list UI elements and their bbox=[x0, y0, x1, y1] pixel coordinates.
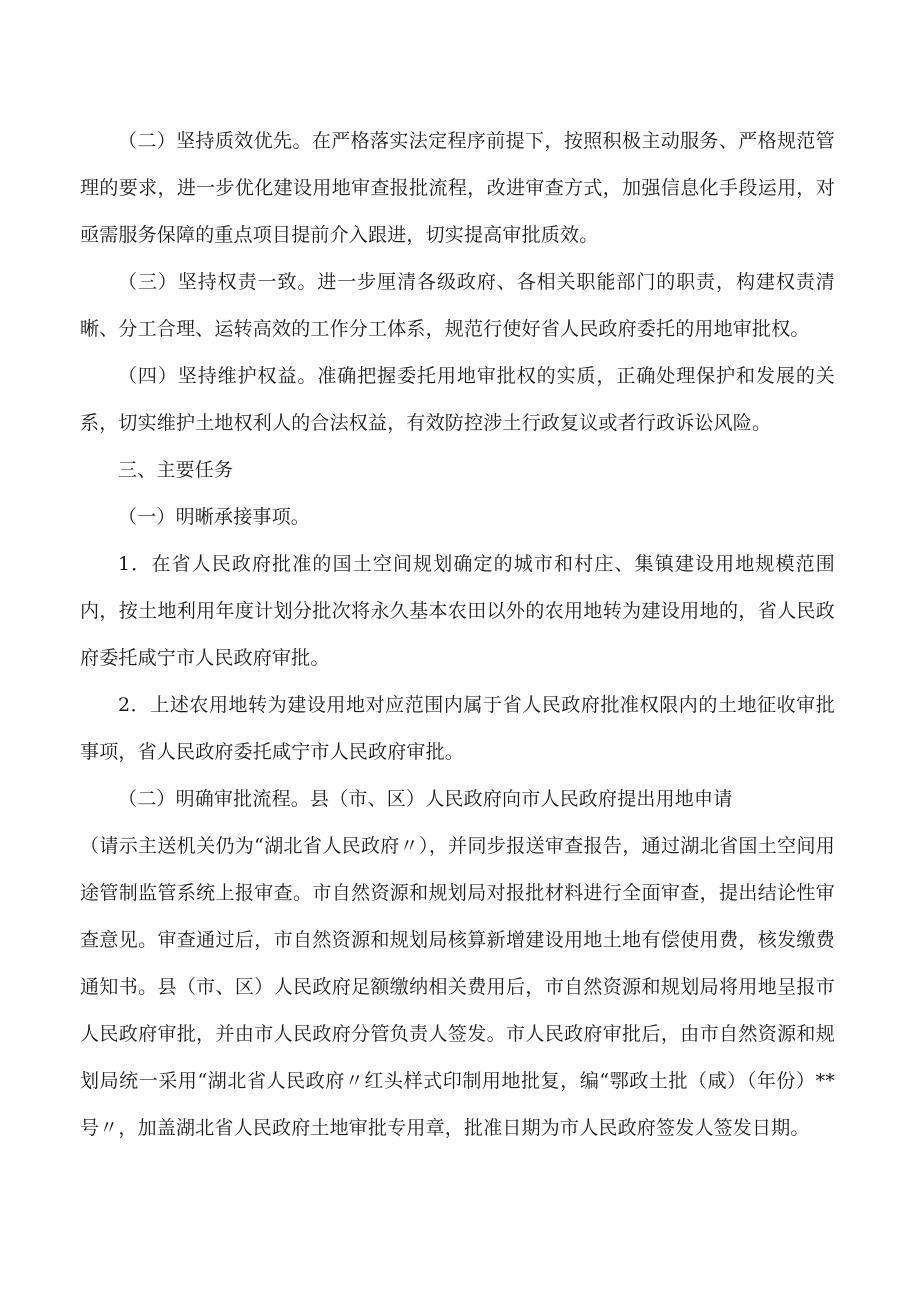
section-heading-main-tasks: 三、主要任务 bbox=[118, 459, 234, 481]
paragraph-protect-rights: （四）坚持维护权益。准确把握委托用地审批权的实质，正确处理保护和发展的关系，切实维护土地权利人的合法权益，有效防控涉土行政复议或者行政诉讼风险。 bbox=[80, 365, 835, 434]
paragraph-rights-responsibilities: （三）坚持权责一致。进一步厘清各级政府、各相关职能部门的职责，构建权责清晰、分工合理、运转高效的工作分工体系，规范行使好省人民政府委托的用地审批权。 bbox=[80, 271, 835, 340]
paragraph-quality-priority: （二）坚持质效优先。在严格落实法定程序前提下，按照积极主动服务、严格规范管理的要求，进一步优化建设用地审查报批流程，改进审查方式，加强信息化手段运用，对亟需服务保障的重点项目提前介入跟进，切实提高审批质效。 bbox=[80, 130, 835, 246]
subheading-clarify-matters: （一）明晰承接事项。 bbox=[118, 506, 311, 528]
paragraph-approval-process-body: （请示主送机关仍为“湖北省人民政府〃），并同步报送审查报告，通过湖北省国土空间用途管制监管系统上报审查。市自然资源和规划局对报批材料进行全面审查，提出结论性审查意见。审查通过后，市自然资源和规划局核算新增建设用地土地有偿使用费，核发缴费通知书。县（市、区）人民政府足额缴纳相关费用后，市自然资源和规划局将用地呈报市人民政府审批，并由市人民政府分管负责人签发。市人民政府审批后，由市自然资源和规划局统一采用“湖北省人民政府〃红头样式印制用地批复，编“鄂政土批（咸）（年份）**号〃，加盖湖北省人民政府土地审批专用章，批准日期为市人民政府签发人签发日期。 bbox=[80, 835, 835, 1139]
paragraph-approval-process-lead: （二）明确审批流程。县（市、区）人民政府向市人民政府提出用地申请 bbox=[118, 788, 733, 810]
list-item-1: 1．在省人民政府批准的国土空间规划确定的城市和村庄、集镇建设用地规模范围内，按土地利用年度计划分批次将永久基本农田以外的农用地转为建设用地的，省人民政府委托咸宁市人民政府审批。 bbox=[80, 553, 835, 669]
document-body bbox=[80, 118, 835, 1152]
list-item-2: 2．上述农用地转为建设用地对应范围内属于省人民政府批准权限内的土地征收审批事项，省人民政府委托咸宁市人民政府审批。 bbox=[80, 694, 835, 763]
